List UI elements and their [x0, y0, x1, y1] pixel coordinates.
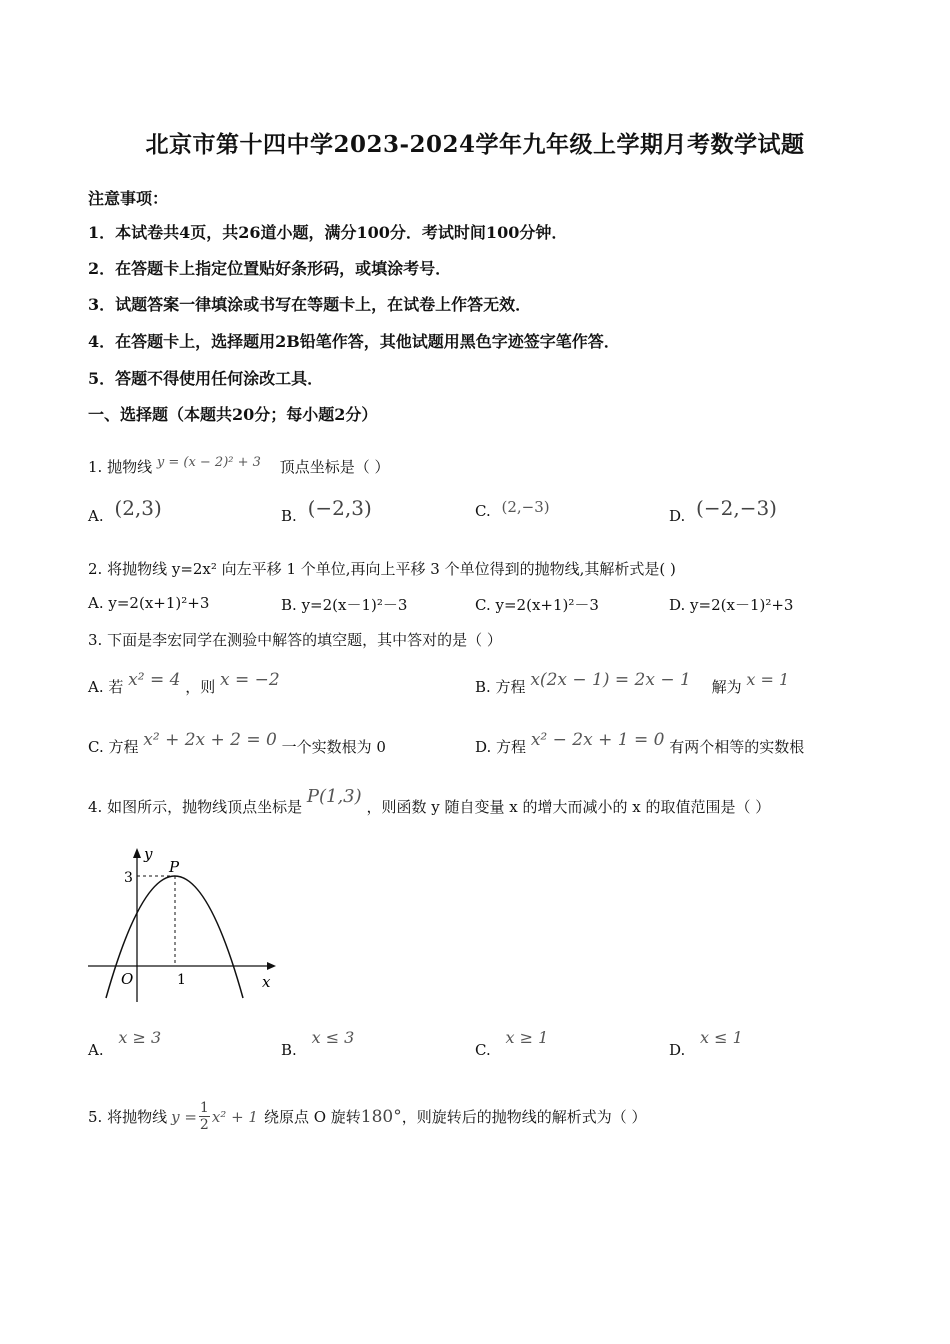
q1-suffix: 顶点坐标是（ ）: [279, 458, 390, 476]
option-label: C. 方程: [88, 738, 139, 756]
section-heading: 一、选择题（本题共20分；每小题2分）: [88, 405, 378, 424]
option-label: B.: [281, 596, 297, 614]
q1-formula: y = (x − 2)² + 3: [156, 455, 261, 470]
option-label: B. 方程: [475, 678, 526, 696]
notice-item-5: 5．答题不得使用任何涂改工具．: [88, 369, 324, 388]
q4-option-b: [281, 1028, 355, 1059]
q5-fraction: [199, 1100, 210, 1133]
option-formula: x² + 2x + 2 = 0: [143, 730, 277, 750]
y-axis-arrow: [133, 848, 141, 858]
option-label: C.: [475, 1041, 491, 1059]
option-label: D.: [669, 1041, 686, 1059]
option-value: x ≥ 3: [118, 1028, 162, 1047]
x-tick-label: 1: [177, 972, 186, 988]
q4-prefix: 4. 如图所示，抛物线顶点坐标是: [88, 798, 303, 816]
option-formula: x = −2: [220, 670, 280, 690]
option-label: A. 若: [88, 678, 124, 696]
option-formula: x² = 4: [128, 670, 181, 690]
q5-formula-left: y =: [171, 1107, 197, 1126]
option-label: D. 方程: [475, 738, 527, 756]
q1-option-c: [475, 498, 550, 520]
option-value: x ≤ 1: [700, 1028, 743, 1047]
option-value: (2,3): [114, 496, 162, 520]
q4-option-d: [669, 1028, 743, 1059]
q5-angle: 180°: [360, 1106, 402, 1127]
notice-heading: 注意事项：: [88, 189, 169, 208]
q3-option-c: [88, 730, 386, 757]
notice-item-2: 2．在答题卡上指定位置贴好条形码，或填涂考号．: [88, 259, 452, 278]
question-1: [88, 456, 389, 477]
q5-mid-text: 绕原点 O 旋转: [263, 1108, 361, 1126]
option-formula: x(2x − 1) = 2x − 1: [530, 670, 691, 690]
q5-prefix: 5. 将抛物线: [88, 1108, 168, 1126]
option-formula: x² − 2x + 1 = 0: [530, 730, 665, 750]
page-title: 北京市第十四中学2023-2024学年九年级上学期月考数学试题: [145, 131, 805, 158]
option-text: 一个实数根为 0: [281, 738, 386, 756]
option-value: y=2(x－1)²+3: [690, 596, 794, 614]
q4-suffix: ，则函数 y 随自变量 x 的增大而减小的 x 的取值范围是（ ）: [366, 798, 771, 816]
option-text: 有两个相等的实数根: [669, 738, 805, 756]
q2-option-d: [669, 594, 793, 615]
option-label: C.: [475, 502, 491, 520]
q2-option-a: [88, 594, 209, 612]
q4-option-c: [475, 1028, 549, 1059]
notice-item-1: 1．本试卷共4页，共26道小题，满分100分．考试时间100分钟．: [88, 223, 568, 242]
q5-suffix: ，则旋转后的抛物线的解析式为（ ）: [401, 1108, 647, 1126]
option-value: y=2(x+1)²+3: [108, 594, 210, 612]
option-label: A.: [88, 594, 104, 612]
q3-option-a: [88, 670, 280, 697]
option-label: A.: [88, 1041, 104, 1059]
q5-formula-right: x² + 1: [211, 1107, 258, 1126]
fraction-numerator: 1: [199, 1100, 209, 1116]
question-5: [88, 1100, 647, 1133]
option-label: B.: [281, 1041, 297, 1059]
option-label: C.: [475, 596, 491, 614]
q1-option-a: [88, 496, 162, 526]
q4-option-a: [88, 1028, 162, 1059]
y-axis-label: y: [144, 845, 153, 863]
option-label: B.: [281, 507, 297, 525]
question-2: 2. 将抛物线 y=2x² 向左平移 1 个单位,再向上平移 3 个单位得到的抛物线,其解析式是( ): [88, 560, 676, 578]
q1-prefix: 1. 抛物线: [88, 458, 153, 476]
x-axis-label: x: [262, 973, 271, 991]
q1-option-d: [669, 496, 777, 526]
option-value: (−2,−3): [696, 496, 777, 520]
q3-option-b: [475, 670, 790, 697]
notice-item-4: 4．在答题卡上，选择题用2B铅笔作答，其他试题用黑色字迹签字笔作答．: [88, 332, 620, 351]
parabola-graph: [86, 842, 286, 1012]
q4-formula: P(1,3): [306, 786, 362, 807]
x-axis-arrow: [267, 962, 276, 970]
q3-option-d: [475, 730, 805, 757]
option-label: A.: [88, 507, 104, 525]
option-value: x ≥ 1: [505, 1028, 549, 1047]
option-value: x ≤ 3: [311, 1028, 355, 1047]
origin-label: O: [121, 970, 134, 988]
option-text: 解为: [711, 678, 742, 696]
question-4: [88, 786, 771, 817]
q2-option-b: [281, 594, 407, 615]
option-value: (2,−3): [501, 498, 550, 516]
notice-item-3: 3．试题答案一律填涂或书写在等题卡上，在试卷上作答无效．: [88, 295, 532, 314]
option-value: (−2,3): [307, 496, 372, 520]
vertex-label: P: [169, 858, 180, 876]
fraction-denominator: 2: [199, 1117, 209, 1133]
option-label: D.: [669, 596, 686, 614]
option-formula: x = 1: [746, 670, 790, 689]
option-value: y=2(x+1)²－3: [495, 596, 599, 614]
option-text: ，则: [185, 678, 216, 696]
y-tick-label: 3: [124, 870, 133, 886]
option-value: y=2(x－1)²－3: [301, 596, 408, 614]
option-label: D.: [669, 507, 686, 525]
q1-option-b: [281, 496, 372, 526]
q2-option-c: [475, 594, 599, 615]
question-3: 3. 下面是李宏同学在测验中解答的填空题，其中答对的是（ ）: [88, 631, 502, 649]
